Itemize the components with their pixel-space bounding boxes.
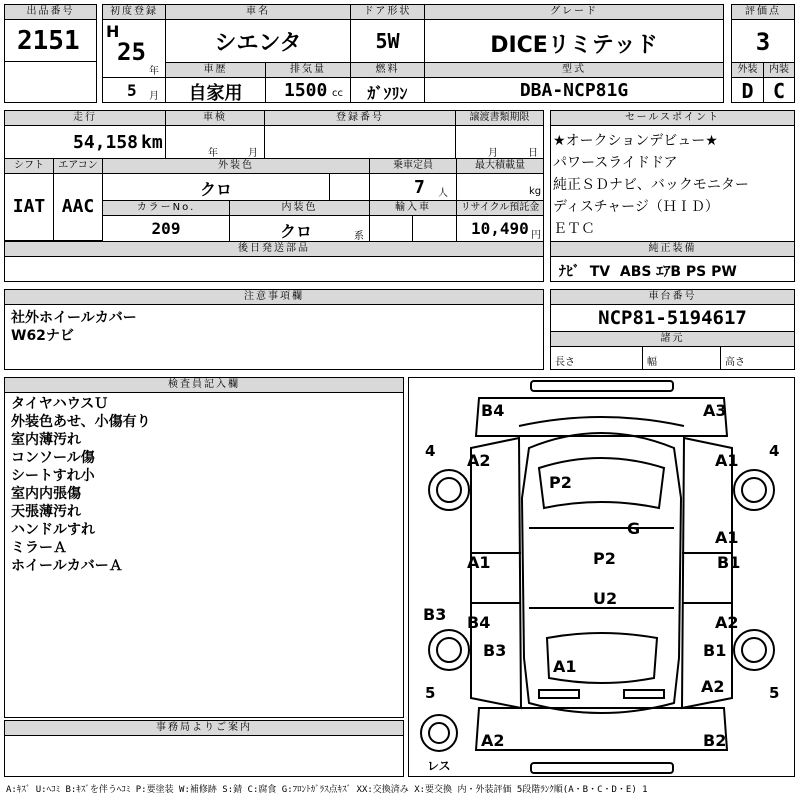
first-reg-year-cell (102, 19, 166, 78)
interior-label: 内装 (763, 62, 795, 78)
doc-deadline-label: 譲渡書類期限 (455, 110, 544, 126)
interior-cell (763, 77, 795, 103)
spare-tire (421, 715, 457, 751)
recycle-label: リサイクル預託金 (456, 200, 544, 216)
left-side-outline (471, 438, 521, 708)
grade-cell (424, 19, 724, 63)
import-cell-b (412, 215, 457, 242)
capacity: 7 (414, 177, 425, 198)
sales-points-box (550, 125, 795, 242)
lot-no-label: 出品番号 (4, 4, 97, 20)
chassis-number: NCP81-5194617 (598, 307, 747, 329)
body-outline (522, 433, 681, 713)
color-no-label: カラーNo. (102, 200, 230, 216)
rear-bumper-outline (531, 763, 673, 773)
color-no-cell (102, 215, 230, 242)
first-reg-month-cell (102, 77, 166, 103)
score-label: 評価点 (731, 4, 795, 20)
reg-month: 5 (127, 81, 137, 100)
history-label: 車歴 (165, 62, 266, 78)
history: 自家用 (188, 83, 243, 103)
mark-a1-right: A1 (715, 451, 739, 470)
mileage-cell (4, 125, 166, 159)
inspector-box (4, 392, 404, 718)
sales-points: ★オークションデビュー★ パワースライドドア 純正ＳＤナビ、バックモニター ディスチャージ（ＨＩＤ） ＥＴＣ (553, 133, 749, 237)
mark-a1-right-door: A1 (715, 528, 739, 547)
rear-lamp-right (624, 690, 664, 698)
tire-rear-right-hub (742, 638, 766, 662)
capacity-cell (369, 173, 457, 201)
grade: DICEリミテッド (490, 33, 658, 58)
car-diagram-svg (409, 378, 794, 776)
mark-b4-left: B4 (467, 613, 491, 632)
int-color-unit: 系 (354, 231, 364, 242)
sales-points-label: セールスポイント (550, 110, 795, 126)
door-type: 5W (375, 29, 400, 53)
ac-cell (53, 173, 103, 241)
doc-deadline-cell (455, 125, 544, 159)
mileage-unit: km (141, 132, 163, 153)
office-box (4, 735, 404, 777)
doc-month-unit: 月 (488, 148, 498, 159)
recycle-fee: 10,490 (471, 219, 529, 238)
max-load-unit: kg (529, 186, 542, 197)
history-cell (165, 77, 266, 103)
caution-label: 注意事項欄 (4, 289, 544, 305)
mark-a2-bottom: A2 (481, 731, 505, 750)
car-name-label: 車名 (165, 4, 351, 20)
mark-u2-floor: U2 (593, 589, 618, 608)
mark-a3-top: A3 (703, 401, 727, 420)
spare-tire-label: レス (427, 759, 451, 773)
exterior-grade: D (741, 79, 754, 103)
tire-front-left (429, 470, 469, 510)
mileage-label: 走行 (4, 110, 166, 126)
inspection-year-unit: 年 (208, 148, 218, 159)
later-parts-label: 後日発送部品 (4, 241, 544, 257)
displacement-unit: cc (332, 88, 343, 99)
shift-cell (4, 173, 54, 241)
mark-p2-roof: P2 (549, 473, 572, 492)
length-label: 長さ (555, 357, 575, 368)
max-load-cell (456, 173, 544, 201)
fuel: ｶﾞｿﾘﾝ (367, 84, 408, 103)
inspection-label: 車検 (165, 110, 265, 126)
lot-no-cell (4, 19, 97, 62)
ext-color-label: 外装色 (102, 158, 370, 174)
tire-depth-front-right: 4 (769, 442, 780, 460)
lot-blank-cell (4, 61, 97, 103)
ext-color-extra (329, 173, 370, 201)
shift-label: シフト (4, 158, 54, 174)
capacity-unit: 人 (438, 188, 448, 199)
import-cell-a (369, 215, 413, 242)
equipment-cell (550, 256, 795, 282)
door-cell (350, 19, 425, 63)
model-label: 型式 (424, 62, 724, 78)
length-cell (550, 346, 643, 370)
score-cell (731, 19, 795, 63)
capacity-label: 乗車定員 (369, 158, 457, 174)
color-no: 209 (151, 219, 181, 238)
model-cell (424, 77, 724, 103)
mark-p2-floor: P2 (593, 549, 616, 568)
caution-box (4, 304, 544, 370)
import-label: 輸入車 (369, 200, 457, 216)
spec-label: 諸元 (550, 331, 795, 347)
tire-depth-rear-left: 5 (425, 684, 436, 702)
recycle-cell (456, 215, 544, 242)
fuel-label: 燃料 (350, 62, 425, 78)
spare-tire-hub (429, 723, 449, 743)
int-color-label: 内装色 (229, 200, 370, 216)
right-side-outline (682, 438, 732, 708)
tire-rear-right (734, 630, 774, 670)
equipment: ﾅﾋﾞ TV ABS ｴｱB PS PW (559, 264, 737, 280)
int-color-cell (229, 215, 370, 242)
height-label: 高さ (725, 357, 745, 368)
car-name-cell (165, 19, 351, 63)
score: 3 (755, 28, 771, 56)
inspection-month-unit: 月 (248, 148, 258, 159)
door-label: ドア形状 (350, 4, 425, 20)
tire-depth-rear-right: 5 (769, 684, 780, 702)
car-name: シエンタ (214, 31, 302, 56)
mark-a2-left: A2 (467, 451, 491, 470)
recycle-unit: 円 (531, 230, 541, 241)
mileage: 54,158 (73, 132, 139, 153)
later-parts-cell (4, 256, 544, 282)
displacement: 1500 (284, 80, 328, 101)
int-color: クロ (280, 222, 313, 241)
mark-a2-right: A2 (715, 613, 739, 632)
ext-color-cell (102, 173, 330, 201)
tire-front-right (734, 470, 774, 510)
shift: IAT (12, 196, 46, 217)
max-load-label: 最大積載量 (456, 158, 544, 174)
mark-b1-right-rear: B1 (703, 641, 727, 660)
tire-rear-left (429, 630, 469, 670)
exterior-label: 外装 (731, 62, 764, 78)
doc-day-unit: 日 (528, 148, 538, 159)
exterior-cell (731, 77, 764, 103)
reg-no-label: 登録番号 (264, 110, 456, 126)
mark-b2-bottom: B2 (703, 731, 727, 750)
chassis-cell (550, 304, 795, 332)
mark-g-glass: G (627, 519, 641, 538)
chassis-label: 車台番号 (550, 289, 795, 305)
width-cell (642, 346, 721, 370)
lot-no: 2151 (17, 26, 80, 56)
equipment-label: 純正装備 (550, 241, 795, 257)
inspector-notes: タイヤハウスＵ 外装色あせ、小傷有り 室内薄汚れ コンソール傷 シートすれ小 室内内張傷 天張薄汚れ ハンドルすれ ミラーＡ ホイールカバーＡ (11, 396, 151, 574)
front-bumper-outline (531, 381, 673, 391)
inspector-label: 検査員記入欄 (4, 377, 404, 393)
reg-no-cell (264, 125, 456, 159)
mark-b1-right-door: B1 (717, 553, 741, 572)
tire-front-left-hub (437, 478, 461, 502)
ac-label: エアコン (53, 158, 103, 174)
mark-b3-left-rear: B3 (483, 641, 507, 660)
tire-depth-front-left: 4 (425, 442, 436, 460)
displacement-label: 排気量 (265, 62, 351, 78)
fuel-cell (350, 77, 425, 103)
mark-b3-left: B3 (423, 605, 447, 624)
grade-label: グレード (424, 4, 724, 20)
mark-a1-rear: A1 (553, 657, 577, 676)
tire-front-right-hub (742, 478, 766, 502)
tire-rear-left-hub (437, 638, 461, 662)
interior-grade: C (772, 79, 786, 103)
reg-year: 25 (117, 38, 146, 66)
ext-color: クロ (199, 180, 232, 199)
car-diagram (408, 377, 795, 777)
displacement-cell (265, 77, 351, 103)
mark-a1-left-door: A1 (467, 553, 491, 572)
front-grille-line (519, 417, 684, 426)
height-cell (720, 346, 795, 370)
office-label: 事務局よりご案内 (4, 720, 404, 736)
model: DBA-NCP81G (519, 80, 629, 101)
legend: A:ｷｽﾞ U:ﾍｺﾐ B:ｷｽﾞを伴うﾍｺﾐ P:要塗装 W:補修跡 S:錆 C:腐食 G:ﾌﾛﾝﾄｶﾞﾗｽ点ｷｽﾞ XX:交換済み X:要交換 内・外装評価 5段階ﾗﾝｸ順(A・B・C・D・E) 1 (6, 785, 648, 795)
first-reg-label: 初度登録 (102, 4, 166, 20)
month-unit: 月 (149, 91, 159, 102)
rear-lamp-left (539, 690, 579, 698)
rear-view-outline (476, 708, 727, 750)
inspection-cell (165, 125, 265, 159)
year-unit: 年 (149, 66, 159, 77)
caution-text: 社外ホイールカバー W62ナビ (11, 310, 137, 344)
era: H (106, 22, 120, 41)
mark-b4-top: B4 (481, 401, 505, 420)
width-label: 幅 (647, 357, 657, 368)
ac: AAC (61, 196, 95, 217)
mark-a2-right-rear: A2 (701, 677, 725, 696)
